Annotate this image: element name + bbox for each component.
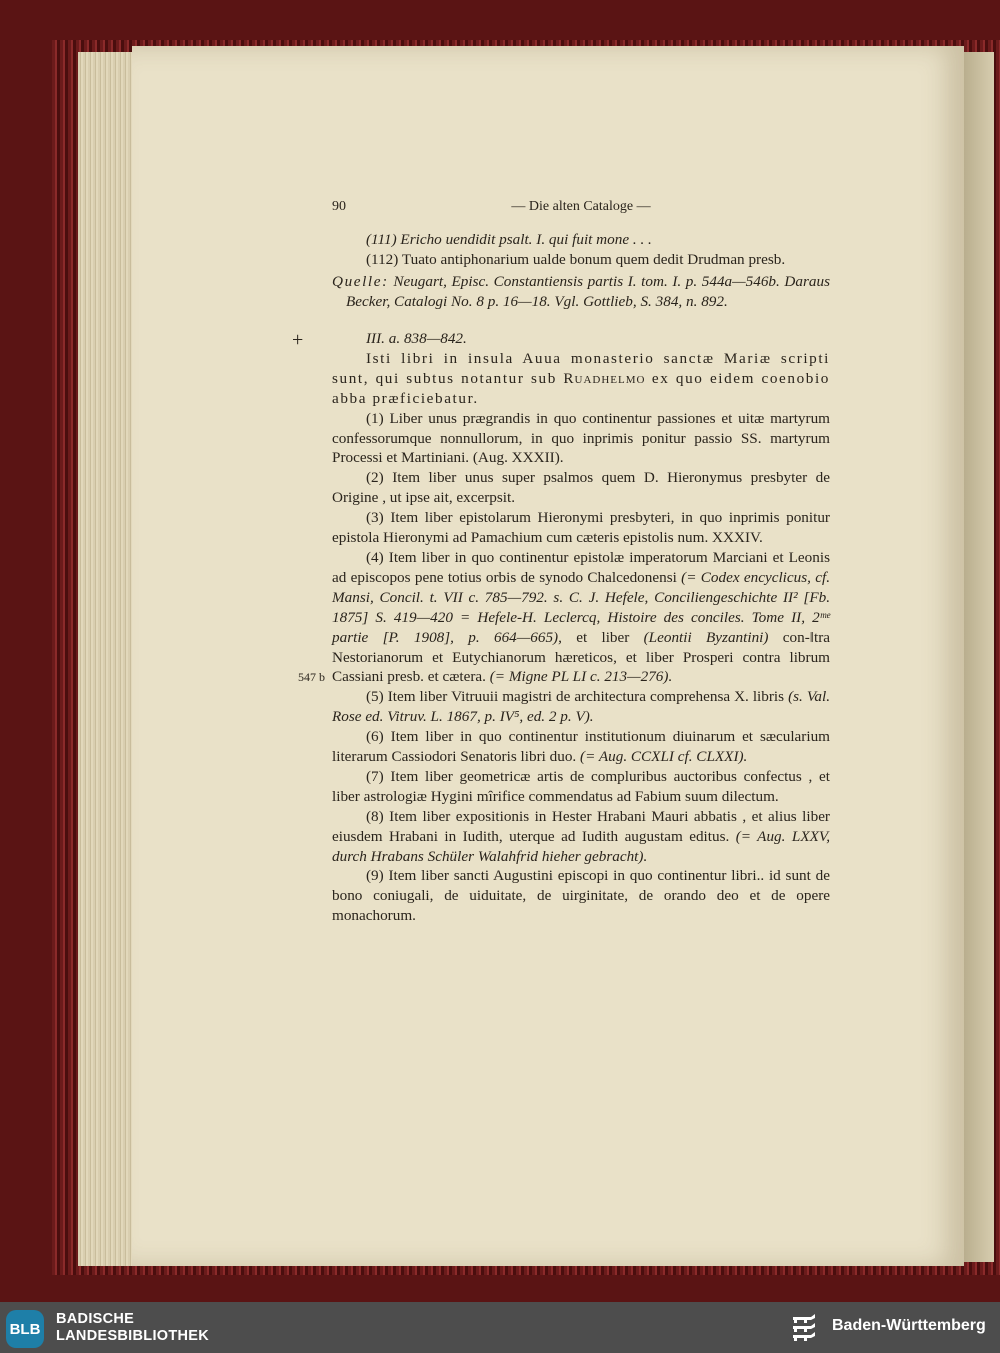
margin-plus-mark: +: [292, 329, 304, 351]
library-name-line1: BADISCHE: [56, 1311, 135, 1327]
library-name[interactable]: [56, 1311, 209, 1345]
entry-3: (3) Item liber epistolarum Hieronymi presbyteri, in quo inprimis ponitur epistola Hieronymi ad Pamachium cum cæteris epistolis num. XXXIV.: [332, 509, 830, 547]
running-title: — Die alten Cataloge —: [511, 199, 651, 214]
entry-6: (6) Item liber in quo continentur institutionum diuinarum et sæcularium literarum Cassiodori Senatoris libri duo. (= Aug. CCXLI cf. CLXXI).: [332, 728, 830, 766]
entries-111-112: [332, 230, 830, 270]
entry-8: (8) Item liber expositionis in Hester Hrabani Mauri abbatis , et alius liber eiusdem Hrabani in Iudith, uterque ad Iudith augustam editus. (= Aug. LXXV, durch Hrabans Schüler Walahfrid hieher gebracht).: [332, 807, 830, 865]
facing-page-edge: [964, 52, 994, 1262]
source-label: Quelle:: [332, 273, 389, 290]
abbot-name: Ruadhelmo: [563, 369, 646, 387]
entry-5: (5) Item liber Vitruuii magistri de architectura comprehensa X. libris (s. Val. Rose ed. Vitruv. L. 1867, p. IV⁵, ed. 2 p. V).: [332, 688, 831, 726]
section-intro: Isti libri in insula Auua monasterio sanctæ Mariæ scripti sunt, qui subtus notantur sub Ruadhelmo ex quo eidem coenobio abba præficiebatur.: [332, 349, 830, 407]
page-edges: [78, 52, 134, 1266]
section-iii: [332, 329, 830, 926]
entry-1: (1) Liber unus prægrandis in quo continentur passiones et uitæ martyrum confessorumque nonnullorum, in quo inprimis ponitur passio SS. martyrum Processi et Martiniani. (Aug. XXXII).: [332, 409, 830, 467]
entry-9: (9) Item liber sancti Augustini episcopi in quo continentur libri.. id sunt de bono coniugali, de uiduitate, de uirginitate, de orando deo et de opere monachorum.: [332, 867, 830, 925]
page-number: 90: [332, 199, 346, 214]
margin-folio-number: 547 b: [298, 670, 325, 684]
entry-7: (7) Item liber geometricæ artis de compluribus auctoribus confectus , et liber astrologiæ Hygini mîrifice commendatus ad Fabium suum dilectum.: [332, 767, 830, 805]
source-text: Neugart, Episc. Constantiensis partis I. tom. I. p. 544a—546b. Daraus Becker, Catalogi No. 8 p. 16—18. Vgl. Gottlieb, S. 384, n. 892.: [346, 273, 830, 310]
library-name-line2: LANDESBIBLIOTHEK: [56, 1328, 210, 1344]
lions-emblem-icon: [790, 1311, 820, 1345]
blb-logo[interactable]: BLB: [6, 1310, 44, 1348]
state-name[interactable]: Baden-Württemberg: [832, 1317, 986, 1334]
entry-112: (112) Tuato antiphonarium ualde bonum quem dedit Drudman presb.: [366, 250, 786, 268]
footer-bar: [0, 1302, 1000, 1353]
entry-111: (111) Ericho uendidit psalt. I. qui fuit mone . . .: [366, 231, 652, 248]
entry-4: (4) Item liber in quo continentur epistolæ imperatorum Marciani et Leonis ad episcopos pene totius orbis de synodo Chalcedonensi (= Codex encyclicus, cf. Mansi, Concil. t. VII c. 785—792. s. C. J. Hefele, Conciliengeschichte II² [Fb. 1875] S. 419—420 = Hefele-H. Leclercq, Histoire des conciles. Tome II, 2ᵐᵉ partie [P. 1908], p. 664—665), et liber (Leontii Byzantini) con-‖tra Nestorianorum et Eutychianorum hæreticos, et liber Prosperi contra librum Cassiani presb. et cætera. (= Migne PL LI c. 213—276).: [332, 548, 831, 686]
source-note: [332, 272, 830, 312]
entry-2: (2) Item liber unus super psalmos quem D. Hieronymus presbyter de Origine , ut ipse ait, excerpsit.: [332, 469, 830, 507]
section-heading: III. a. 838—842.: [366, 330, 467, 347]
